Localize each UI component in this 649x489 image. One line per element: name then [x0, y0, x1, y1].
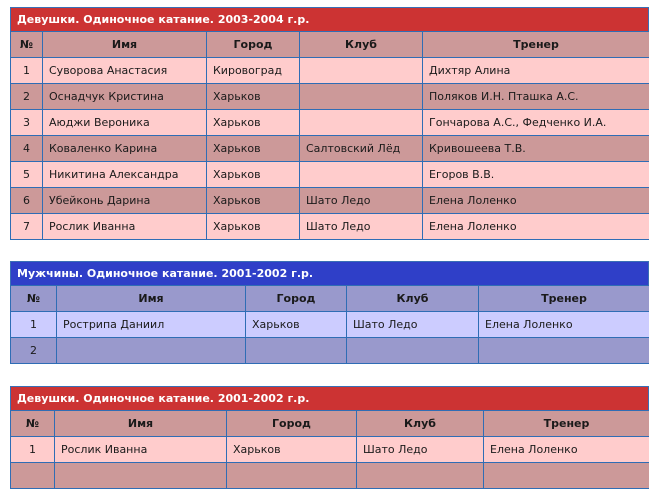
column-header-club: Клуб	[300, 32, 423, 58]
column-header-city: Город	[246, 286, 347, 312]
column-header-club: Клуб	[357, 411, 484, 437]
cell-city: Харьков	[207, 84, 300, 110]
cell-number: 6	[11, 188, 43, 214]
results-section-girls-2001-2002	[10, 386, 649, 489]
table-row	[11, 84, 649, 110]
table-row	[11, 214, 649, 240]
cell-name: Аюджи Вероника	[43, 110, 207, 136]
results-table	[10, 410, 649, 489]
cell-name: Рослик Иванна	[55, 437, 227, 463]
cell-number: 4	[11, 136, 43, 162]
column-header-number: №	[11, 411, 55, 437]
column-header-city: Город	[227, 411, 357, 437]
cell-city: Харьков	[207, 188, 300, 214]
results-section-girls-2003-2004	[10, 7, 649, 240]
table-row	[11, 312, 649, 338]
column-header-name: Имя	[57, 286, 246, 312]
table-row	[11, 136, 649, 162]
cell-name: Рослик Иванна	[43, 214, 207, 240]
column-header-number: №	[11, 32, 43, 58]
cell-club: Салтовский Лёд	[300, 136, 423, 162]
column-header-name: Имя	[55, 411, 227, 437]
cell-club: Шато Ледо	[300, 214, 423, 240]
cell-club	[347, 338, 479, 364]
cell-club	[300, 58, 423, 84]
cell-city	[227, 463, 357, 489]
cell-coach: Елена Лоленко	[479, 312, 649, 338]
cell-number: 1	[11, 437, 55, 463]
column-header-name: Имя	[43, 32, 207, 58]
table-row	[11, 58, 649, 84]
cell-coach: Гончарова А.С., Федченко И.А.	[423, 110, 649, 136]
cell-coach: Елена Лоленко	[484, 437, 649, 463]
table-header-row	[11, 286, 649, 312]
column-header-coach: Тренер	[484, 411, 649, 437]
results-table	[10, 285, 649, 364]
cell-club: Шато Ледо	[357, 437, 484, 463]
cell-club	[300, 162, 423, 188]
section-title: Мужчины. Одиночное катание. 2001-2002 г.р.	[10, 261, 649, 285]
cell-name	[57, 338, 246, 364]
cell-name: Коваленко Карина	[43, 136, 207, 162]
cell-city: Харьков	[207, 214, 300, 240]
table-header-row	[11, 411, 649, 437]
column-header-number: №	[11, 286, 57, 312]
cell-club: Шато Ледо	[300, 188, 423, 214]
cell-city: Кировоград	[207, 58, 300, 84]
cell-city: Харьков	[207, 136, 300, 162]
cell-number: 5	[11, 162, 43, 188]
cell-name	[55, 463, 227, 489]
results-table	[10, 31, 649, 240]
table-row	[11, 437, 649, 463]
cell-club	[300, 84, 423, 110]
cell-name: Рострипа Даниил	[57, 312, 246, 338]
cell-city: Харьков	[246, 312, 347, 338]
cell-coach: Егоров В.В.	[423, 162, 649, 188]
cell-number: 2	[11, 338, 57, 364]
column-header-city: Город	[207, 32, 300, 58]
cell-coach: Кривошеева Т.В.	[423, 136, 649, 162]
cell-number: 1	[11, 58, 43, 84]
cell-number: 2	[11, 84, 43, 110]
cell-city	[246, 338, 347, 364]
cell-number: 7	[11, 214, 43, 240]
cell-coach: Елена Лоленко	[423, 188, 649, 214]
table-row	[11, 188, 649, 214]
section-title: Девушки. Одиночное катание. 2001-2002 г.р.	[10, 386, 649, 410]
cell-name: Оснадчук Кристина	[43, 84, 207, 110]
cell-number: 3	[11, 110, 43, 136]
cell-name: Суворова Анастасия	[43, 58, 207, 84]
cell-name: Никитина Александра	[43, 162, 207, 188]
table-row	[11, 338, 649, 364]
cell-coach: Дихтяр Алина	[423, 58, 649, 84]
cell-club	[357, 463, 484, 489]
results-section-men-2001-2002	[10, 261, 649, 364]
table-row	[11, 110, 649, 136]
cell-coach	[479, 338, 649, 364]
table-row	[11, 463, 649, 489]
column-header-coach: Тренер	[479, 286, 649, 312]
cell-club: Шато Ледо	[347, 312, 479, 338]
cell-name: Убейконь Дарина	[43, 188, 207, 214]
cell-city: Харьков	[227, 437, 357, 463]
cell-coach: Поляков И.Н. Пташка А.С.	[423, 84, 649, 110]
cell-number: 1	[11, 312, 57, 338]
cell-coach	[484, 463, 649, 489]
cell-coach: Елена Лоленко	[423, 214, 649, 240]
table-row	[11, 162, 649, 188]
column-header-coach: Тренер	[423, 32, 649, 58]
cell-number	[11, 463, 55, 489]
cell-club	[300, 110, 423, 136]
cell-city: Харьков	[207, 162, 300, 188]
table-header-row	[11, 32, 649, 58]
cell-city: Харьков	[207, 110, 300, 136]
column-header-club: Клуб	[347, 286, 479, 312]
section-title: Девушки. Одиночное катание. 2003-2004 г.р.	[10, 7, 649, 31]
